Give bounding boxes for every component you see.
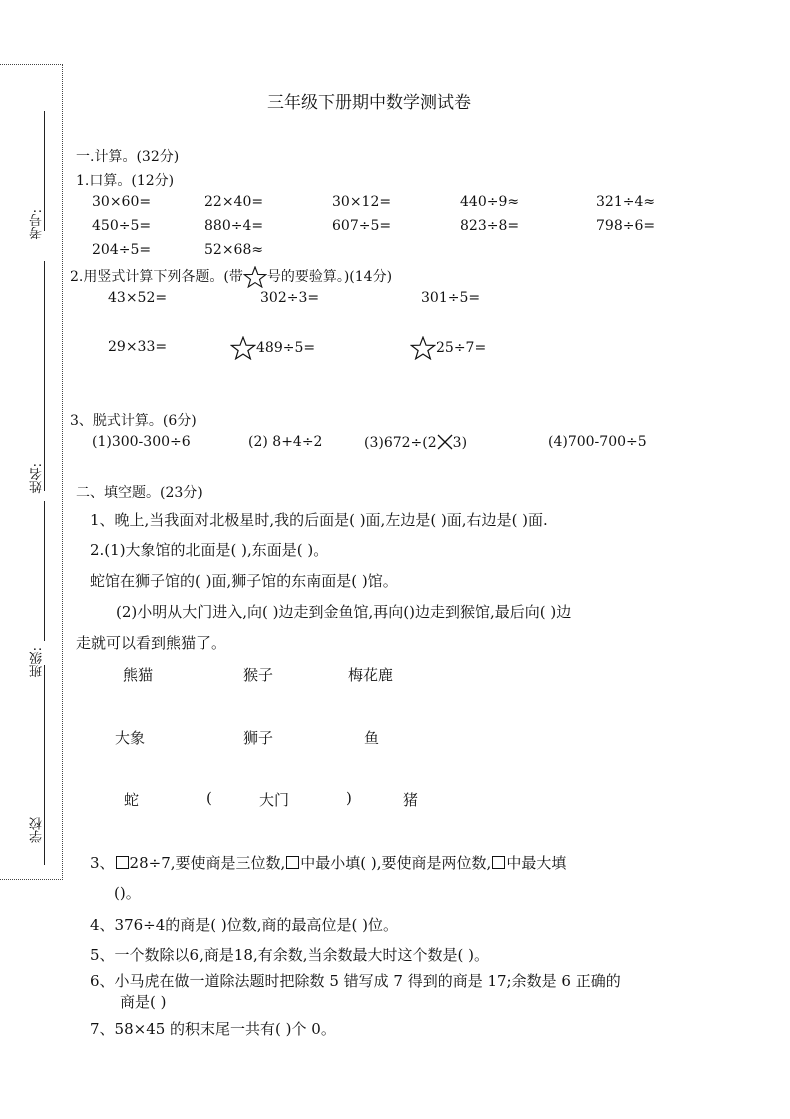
exam-no-label: 考号: <box>30 209 45 240</box>
q3-text3: 中最大填 <box>506 854 567 872</box>
question-1: 1、晚上,当我面对北极星时,我的后面是( )面,左边是( )面,右边是( )面. <box>90 511 548 529</box>
removal-heading: 3、脱式计算。(6分) <box>70 413 197 429</box>
vertical-heading-part2: 号的要验算。)(14分) <box>266 269 393 285</box>
vertical-item: 489÷5= <box>256 340 316 356</box>
oral-item: 450÷5= <box>92 218 152 234</box>
vertical-item: 25÷7= <box>436 340 487 356</box>
q3-text1: 28÷7,要使商是三位数, <box>129 854 286 872</box>
map-gate-left-paren: ( <box>206 789 212 807</box>
removal-item-part1: (3)672÷(2 <box>364 435 437 451</box>
oral-item: 440÷9≈ <box>460 194 520 210</box>
class-label: 班级: <box>30 647 45 678</box>
vertical-item: 43×52= <box>108 290 168 306</box>
name-line-2 <box>44 501 45 641</box>
star-icon <box>243 266 267 288</box>
blank-box-icon <box>116 856 129 869</box>
question-2-part4: 走就可以看到熊猫了。 <box>76 634 227 652</box>
question-5: 5、一个数除以6,商是18,有余数,当余数最大时这个数是( )。 <box>90 946 489 964</box>
section1-heading: 一.计算。(32分) <box>76 149 180 165</box>
oral-item: 30×12= <box>332 194 392 210</box>
vertical-heading-part1: 2.用竖式计算下列各题。(带 <box>70 269 243 285</box>
oral-item: 607÷5= <box>332 218 392 234</box>
removal-item: (4)700-700÷5 <box>548 434 647 450</box>
star-icon <box>230 336 256 360</box>
section2-heading: 二、填空题。(23分) <box>76 485 203 501</box>
question-3 <box>90 852 566 873</box>
q3-prefix: 3、 <box>90 854 115 872</box>
oral-item: 204÷5= <box>92 242 152 258</box>
map-gate-right-paren: ) <box>346 789 352 807</box>
oral-item: 22×40= <box>204 194 264 210</box>
map-fish: 鱼 <box>364 729 380 747</box>
oral-item: 321÷4≈ <box>596 194 656 210</box>
question-7: 7、58×45 的积末尾一共有( )个 0。 <box>90 1020 336 1038</box>
multiply-cross-icon <box>437 434 453 454</box>
map-snake: 蛇 <box>124 791 140 809</box>
name-label: 姓名: <box>30 463 45 494</box>
oral-item: 880÷4= <box>204 218 264 234</box>
removal-item-part2: 3) <box>452 435 468 451</box>
question-6-cont: 商是( ) <box>120 993 167 1011</box>
map-panda: 熊猫 <box>123 666 154 684</box>
question-4: 4、376÷4的商是( )位数,商的最高位是( )位。 <box>90 916 398 934</box>
vertical-item: 301÷5= <box>421 290 481 306</box>
question-2-part2: 蛇馆在狮子馆的( )面,狮子馆的东南面是( )馆。 <box>90 572 398 590</box>
oral-item: 798÷6= <box>596 218 656 234</box>
vertical-item-starred <box>230 336 315 360</box>
vertical-item-starred <box>410 336 486 360</box>
oral-item: 30×60= <box>92 194 152 210</box>
removal-item: (1)300-300÷6 <box>92 434 191 450</box>
map-deer: 梅花鹿 <box>348 666 394 684</box>
q3-text2: 中最小填( ),要使商是两位数, <box>300 854 492 872</box>
vertical-heading <box>70 266 392 288</box>
school-label: 学校 <box>30 817 45 843</box>
blank-box-icon <box>492 856 505 869</box>
vertical-item: 302÷3= <box>260 290 320 306</box>
map-lion: 狮子 <box>243 729 274 747</box>
map-elephant: 大象 <box>115 729 146 747</box>
star-icon <box>410 336 436 360</box>
page-title: 三年级下册期中数学测试卷 <box>267 93 471 113</box>
oral-heading: 1.口算。(12分) <box>76 173 175 189</box>
question-2-part1: 2.(1)大象馆的北面是( ),东面是( )。 <box>90 541 329 559</box>
question-6: 6、小马虎在做一道除法题时把除数 5 错写成 7 得到的商是 17;余数是 6 正确的 <box>90 972 621 990</box>
question-2-part3: (2)小明从大门进入,向( )边走到金鱼馆,再向()边走到猴馆,最后向( )边 <box>116 603 572 621</box>
oral-item: 823÷8= <box>460 218 520 234</box>
question-3-cont: ()。 <box>114 884 141 902</box>
removal-item: (2) 8+4÷2 <box>248 434 323 450</box>
vertical-item: 29×33= <box>108 339 168 355</box>
removal-item <box>364 434 467 454</box>
blank-box-icon <box>286 856 299 869</box>
map-pig: 猪 <box>403 791 419 809</box>
map-monkey: 猴子 <box>243 666 274 684</box>
name-line <box>44 261 45 491</box>
oral-item: 52×68≈ <box>204 242 264 258</box>
map-gate: 大门 <box>259 791 290 809</box>
binding-strip <box>0 64 63 880</box>
